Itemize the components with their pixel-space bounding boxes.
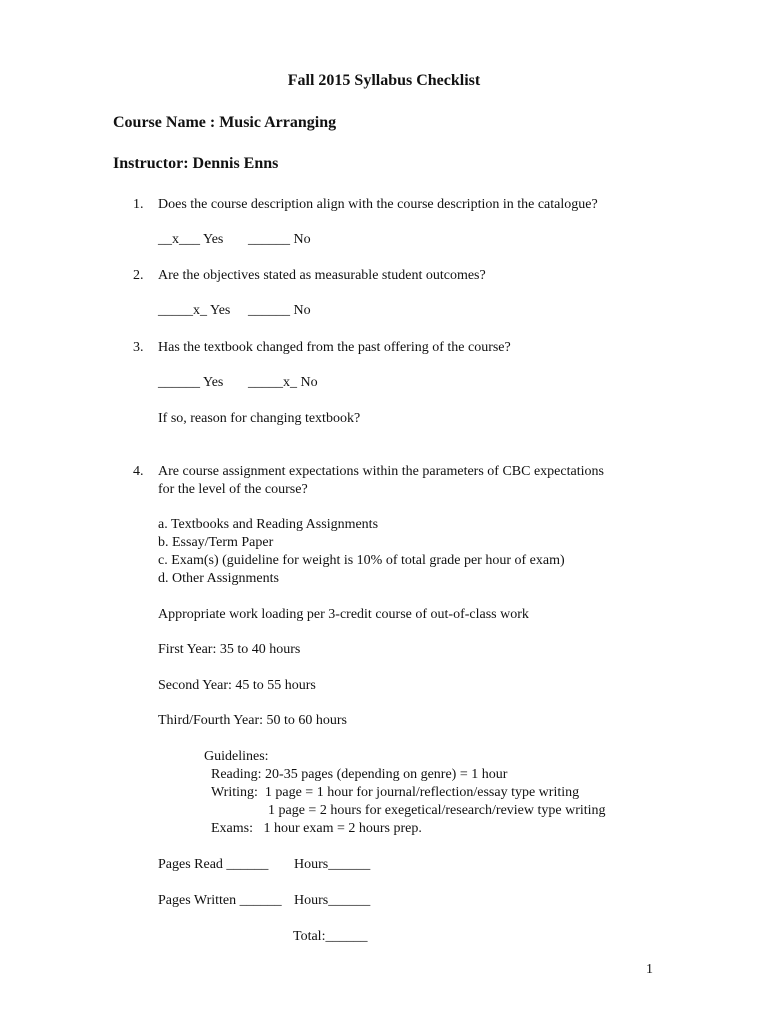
workload-heading: Appropriate work loading per 3-credit course of out-of-class work xyxy=(158,607,529,622)
q1-yes: __x___ Yes xyxy=(158,232,224,247)
q1-no: ______ No xyxy=(248,232,311,247)
q2-no: ______ No xyxy=(248,303,311,318)
q4-text-line1: Are course assignment expectations within the parameters of CBC expectations xyxy=(158,464,604,479)
q4-number: 4. xyxy=(133,464,144,479)
q4-item-a: a. Textbooks and Reading Assignments xyxy=(158,517,379,532)
pages-read: Pages Read ______ xyxy=(158,857,269,872)
q3-text: Has the textbook changed from the past offering of the course? xyxy=(158,340,511,355)
q3-number: 3. xyxy=(133,340,144,355)
guidelines-label: Guidelines: xyxy=(204,749,269,764)
q4-item-d: d. Other Assignments xyxy=(158,571,279,586)
guideline-writing-2: 1 page = 2 hours for exegetical/research/review type writing xyxy=(268,803,606,818)
total-hours: Total:______ xyxy=(293,929,368,944)
q4-text-line2: for the level of the course? xyxy=(158,482,308,497)
page-title: Fall 2015 Syllabus Checklist xyxy=(287,72,481,89)
q3-no: _____x_ No xyxy=(248,375,318,390)
q3-yes: ______ Yes xyxy=(158,375,224,390)
q1-text: Does the course description align with the course description in the catalogue? xyxy=(158,197,598,212)
q3-reason: If so, reason for changing textbook? xyxy=(158,411,361,426)
first-year-hours: First Year: 35 to 40 hours xyxy=(158,642,301,657)
guideline-reading: Reading: 20-35 pages (depending on genre) = 1 hour xyxy=(211,767,508,782)
pages-written: Pages Written ______ xyxy=(158,893,282,908)
q1-number: 1. xyxy=(133,197,144,212)
q2-yes: _____x_ Yes xyxy=(158,303,231,318)
second-year-hours: Second Year: 45 to 55 hours xyxy=(158,678,316,693)
q4-item-b: b. Essay/Term Paper xyxy=(158,535,274,550)
page-number: 1 xyxy=(646,962,653,977)
guideline-writing-1: Writing: 1 page = 1 hour for journal/reflection/essay type writing xyxy=(211,785,580,800)
hours-read: Hours______ xyxy=(294,857,371,872)
q2-number: 2. xyxy=(133,268,144,283)
q2-text: Are the objectives stated as measurable student outcomes? xyxy=(158,268,486,283)
guideline-exams: Exams: 1 hour exam = 2 hours prep. xyxy=(211,821,422,836)
instructor-name: Instructor: Dennis Enns xyxy=(113,155,279,172)
course-name: Course Name : Music Arranging xyxy=(113,114,337,131)
hours-written: Hours______ xyxy=(294,893,371,908)
q4-item-c: c. Exam(s) (guideline for weight is 10% of total grade per hour of exam) xyxy=(158,553,565,568)
third-fourth-year-hours: Third/Fourth Year: 50 to 60 hours xyxy=(158,713,347,728)
